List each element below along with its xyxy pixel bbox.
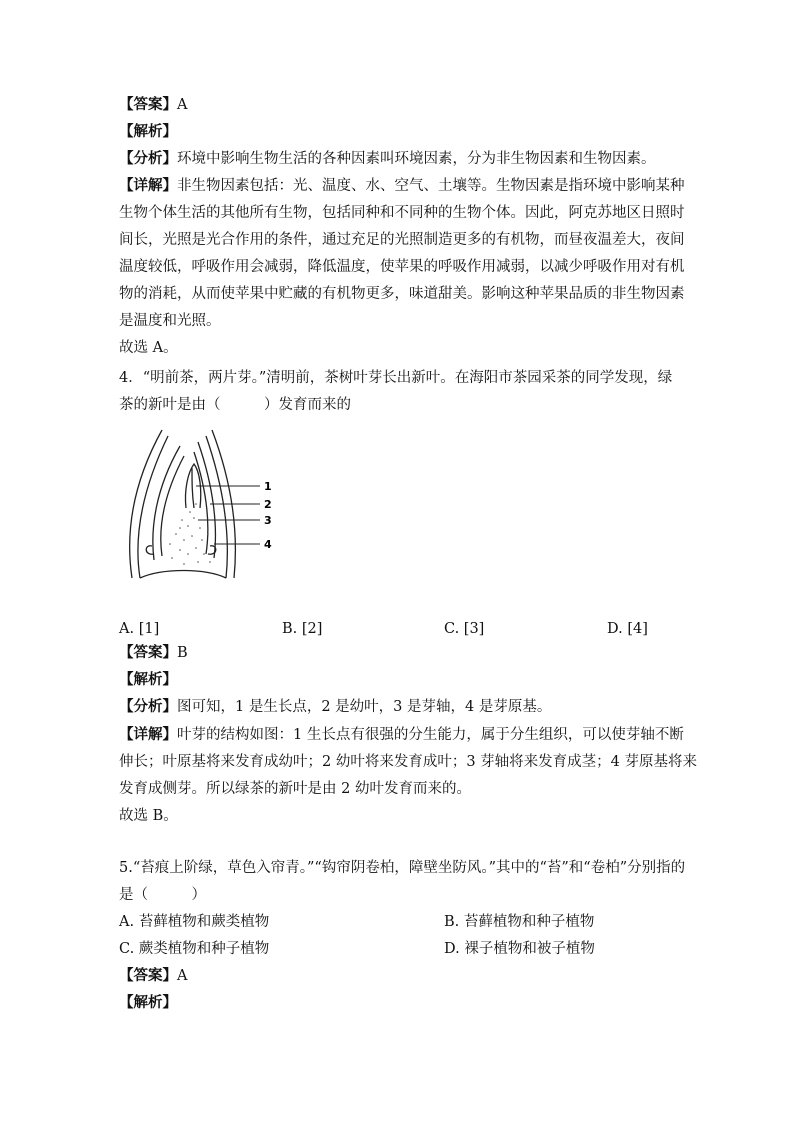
answer-tag: 【答案】 <box>119 967 177 984</box>
answer-value: A <box>177 968 188 984</box>
q4-xiangjie-line-1 <box>119 725 684 745</box>
q3-xiangjie-line-1 <box>119 176 685 196</box>
q3-analysis-line <box>119 122 177 142</box>
q4-option-c[interactable]: C. [3] <box>444 621 485 637</box>
analysis-tag: 【解析】 <box>119 671 177 688</box>
q5-answer-line <box>119 966 187 986</box>
q5-analysis-line <box>119 993 177 1013</box>
q5-stem-line-2: 是（ ） <box>119 887 206 903</box>
q5-option-c[interactable]: C. 蕨类植物和种子植物 <box>119 941 270 957</box>
q4-option-a[interactable]: A. [1] <box>119 621 160 637</box>
q3-xiangjie-line-3: 间长，光照是光合作用的条件，通过充足的光照制造更多的有机物，而昼夜温差大，夜间 <box>119 232 685 248</box>
answer-value: A <box>177 97 188 113</box>
fenxi-text: 图可知，1 是生长点，2 是幼叶，3 是芽轴，4 是芽原基。 <box>177 699 552 715</box>
fenxi-tag: 【分析】 <box>119 698 177 715</box>
figure-label-2: 2 <box>264 498 272 511</box>
figure-label-4: 4 <box>264 538 272 551</box>
bud-axis-stipple <box>169 503 211 565</box>
figure-label-3: 3 <box>264 514 272 527</box>
q4-option-b[interactable]: B. [2] <box>282 621 323 637</box>
q4-xiangjie-line-3: 发育成侧芽。所以绿茶的新叶是由 2 幼叶发育而来的。 <box>119 781 471 797</box>
q3-conclusion: 故选 A。 <box>119 340 178 356</box>
q3-xiangjie-line-4: 温度较低，呼吸作用会减弱，降低温度，使苹果的呼吸作用减弱，以减少呼吸作用对有机 <box>119 259 685 275</box>
q3-xiangjie-line-2: 生物个体生活的其他所有生物，包括同种和不同种的生物个体。因此，阿克苏地区日照时 <box>119 205 685 221</box>
q5-option-a[interactable]: A. 苔藓植物和蕨类植物 <box>119 914 270 930</box>
q3-answer-line <box>119 95 187 115</box>
xiangjie-text: 非生物因素包括：光、温度、水、空气、土壤等。生物因素是指环境中影响某种 <box>177 178 685 194</box>
q4-conclusion: 故选 B。 <box>119 808 178 824</box>
q4-stem-line-2: 茶的新叶是由（ ）发育而来的 <box>119 397 351 413</box>
q4-analysis-line <box>119 670 177 690</box>
analysis-tag: 【解析】 <box>119 994 177 1011</box>
q3-xiangjie-line-6: 是温度和光照。 <box>119 313 221 329</box>
analysis-tag: 【解析】 <box>119 123 177 140</box>
q4-fenxi-line <box>119 697 551 717</box>
xiangjie-text: 叶芽的结构如图：1 生长点有很强的分生能力，属于分生组织，可以使芽轴不断 <box>177 727 684 743</box>
figure-label-1: 1 <box>264 480 272 493</box>
q4-stem-line-1: 4．“明前茶，两片芽。”清明前，茶树叶芽长出新叶。在海阳市茶园采茶的同学发现，绿 <box>119 370 673 386</box>
xiangjie-tag: 【详解】 <box>119 726 177 743</box>
fenxi-tag: 【分析】 <box>119 150 177 167</box>
q4-xiangjie-line-2: 伸长；叶原基将来发育成幼叶；2 幼叶将来发育成叶；3 芽轴将来发育成茎；4 芽原基将来 <box>119 754 697 770</box>
fenxi-text: 环境中影响生物生活的各种因素叫环境因素，分为非生物因素和生物因素。 <box>177 151 656 167</box>
answer-tag: 【答案】 <box>119 644 177 661</box>
answer-tag: 【答案】 <box>119 96 177 113</box>
leaf-bud-diagram <box>122 428 282 584</box>
q5-option-b[interactable]: B. 苔藓植物和种子植物 <box>444 914 595 930</box>
q5-option-d[interactable]: D. 裸子植物和被子植物 <box>444 941 595 957</box>
answer-value: B <box>177 645 188 661</box>
xiangjie-tag: 【详解】 <box>119 177 177 194</box>
q3-xiangjie-line-5: 物的消耗，从而使苹果中贮藏的有机物更多，味道甜美。影响这种苹果品质的非生物因素 <box>119 286 685 302</box>
q3-fenxi-line <box>119 149 656 169</box>
q4-option-d[interactable]: D. [4] <box>607 621 648 637</box>
q5-stem-line-1: 5.“苔痕上阶绿，草色入帘青。”“钩帘阴卷柏，障壁坐防风。”其中的“苔”和“卷柏”分别指的 <box>119 860 686 876</box>
q4-answer-line <box>119 643 188 663</box>
